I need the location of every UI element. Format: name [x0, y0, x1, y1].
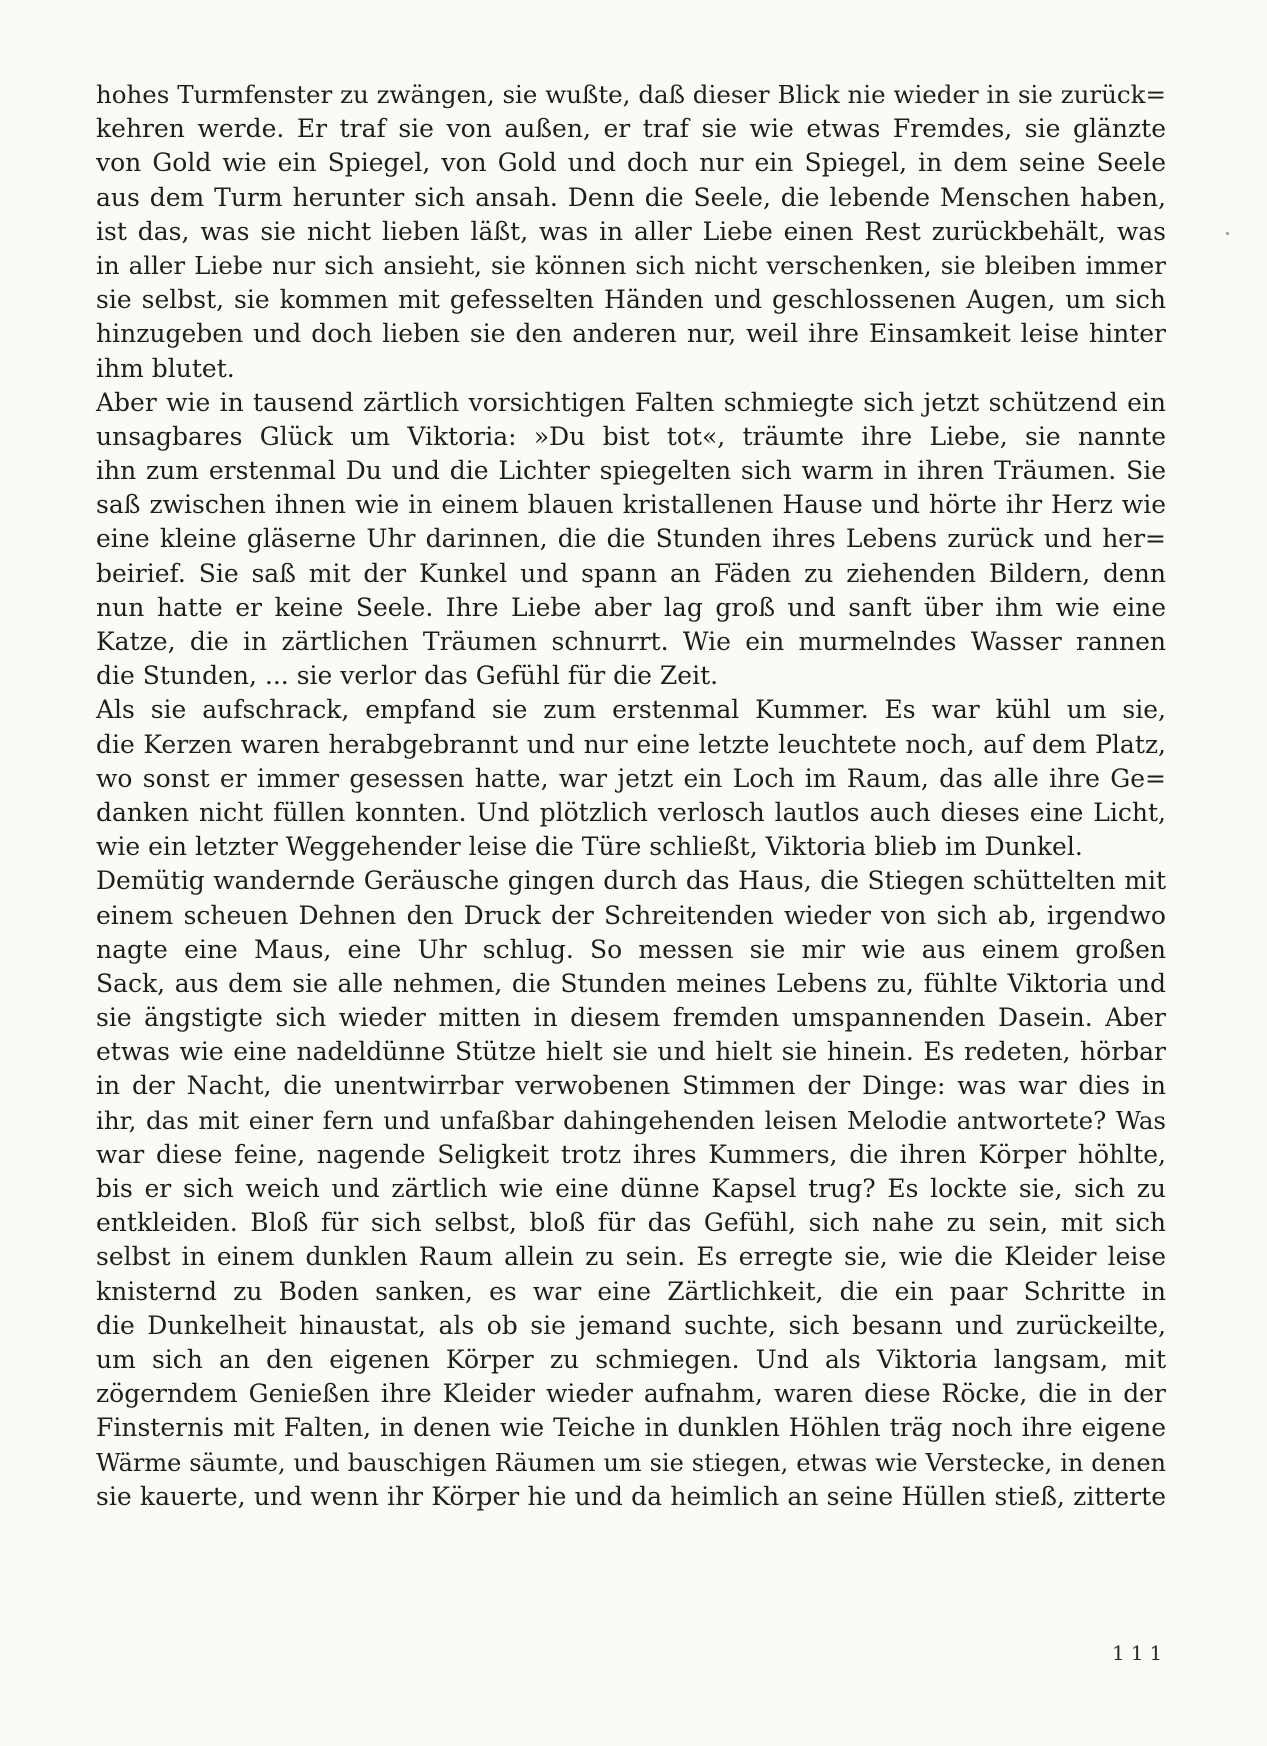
- text-line: Finsternis mit Falten, in denen wie Teiche in dunklen Höhlen träg noch ihre eigene: [96, 1413, 1166, 1443]
- paragraph-end-line: die Stunden, ... sie verlor das Gefühl für die Zeit.: [96, 661, 719, 691]
- text-line: hinzugeben und doch lieben sie den anderen nur, weil ihre Einsamkeit leise hinter: [96, 319, 1166, 349]
- paragraph-end-line: wie ein letzter Weggehender leise die Türe schließt, Viktoria blieb im Dunkel.: [96, 832, 1083, 862]
- text-line: die Dunkelheit hinaustat, als ob sie jemand suchte, sich besann und zurückeilte,: [96, 1310, 1166, 1340]
- page-number: 111: [1112, 1641, 1169, 1665]
- text-line: saß zwischen ihnen wie in einem blauen kristallenen Hause und hörte ihr Herz wie: [96, 490, 1166, 520]
- text-line: Katze, die in zärtlichen Träumen schnurrt. Wie ein murmelndes Wasser rannen: [96, 627, 1166, 656]
- text-line: Aber wie in tausend zärtlich vorsichtigen Falten schmiegte sich jetzt schützend ein: [96, 387, 1166, 417]
- text-line: kehren werde. Er traf sie von außen, er traf sie wie etwas Fremdes, sie glänzte: [96, 114, 1166, 144]
- text-line: nagte eine Maus, eine Uhr schlug. So messen sie mir wie aus einem großen: [96, 934, 1166, 964]
- text-line: selbst in einem dunklen Raum allein zu sein. Es erregte sie, wie die Kleider leise: [96, 1242, 1166, 1272]
- text-line: danken nicht füllen konnten. Und plötzlich verlosch lautlos auch dieses eine Licht,: [96, 797, 1166, 827]
- text-line: war diese feine, nagende Seligkeit trotz ihres Kummers, die ihren Körper höhlte,: [96, 1139, 1166, 1169]
- text-line: Wärme säumte, und bauschigen Räumen um sie stiegen, etwas wie Verstecke, in denen: [96, 1448, 1166, 1477]
- text-line: Sack, aus dem sie alle nehmen, die Stunden meines Lebens zu, fühlte Viktoria und: [96, 968, 1166, 998]
- paragraph-end-line: ihm blutet.: [96, 353, 235, 383]
- text-line: sie ängstigte sich wieder mitten in diesem fremden umspannenden Dasein. Aber: [96, 1003, 1166, 1033]
- text-line: hohes Turmfenster zu zwängen, sie wußte, daß dieser Blick nie wieder in sie zurück=: [96, 80, 1166, 109]
- text-line: Als sie aufschrack, empfand sie zum erstenmal Kummer. Es war kühl um sie,: [96, 695, 1166, 725]
- text-line: aus dem Turm herunter sich ansah. Denn die Seele, die lebende Menschen haben,: [96, 182, 1166, 212]
- text-line: ihn zum erstenmal Du und die Lichter spiegelten sich warm in ihren Träumen. Sie: [96, 456, 1166, 486]
- text-line: um sich an den eigenen Körper zu schmiegen. Und als Viktoria langsam, mit: [96, 1344, 1166, 1374]
- text-line: von Gold wie ein Spiegel, von Gold und doch nur ein Spiegel, in dem seine Seele: [96, 148, 1166, 178]
- text-line: beirief. Sie saß mit der Kunkel und spann an Fäden zu ziehenden Bildern, denn: [96, 558, 1166, 588]
- text-line: Demütig wandernde Geräusche gingen durch das Haus, die Stiegen schüttelten mit: [96, 866, 1166, 896]
- body-text: [96, 78, 1166, 1514]
- text-line: ihr, das mit einer fern und unfaßbar dahingehenden leisen Melodie antwortete? Was: [96, 1105, 1166, 1135]
- text-line: knisternd zu Boden sanken, es war eine Zärtlichkeit, die ein paar Schritte in: [96, 1276, 1166, 1306]
- text-line: eine kleine gläserne Uhr darinnen, die die Stunden ihres Lebens zurück und her=: [96, 524, 1166, 554]
- text-line: entkleiden. Bloß für sich selbst, bloß für das Gefühl, sich nahe zu sein, mit sich: [96, 1208, 1166, 1238]
- text-line: sie selbst, sie kommen mit gefesselten Händen und geschlossenen Augen, um sich: [96, 285, 1166, 315]
- text-line: wo sonst er immer gesessen hatte, war jetzt ein Loch im Raum, das alle ihre Ge=: [96, 763, 1166, 793]
- text-line: ist das, was sie nicht lieben läßt, was in aller Liebe einen Rest zurückbehält, was: [96, 216, 1166, 246]
- text-line: zögerndem Genießen ihre Kleider wieder aufnahm, waren diese Röcke, die in der: [96, 1379, 1166, 1409]
- text-line: sie kauerte, und wenn ihr Körper hie und da heimlich an seine Hüllen stieß, zitterte: [96, 1481, 1166, 1511]
- text-line: in aller Liebe nur sich ansieht, sie können sich nicht verschenken, sie bleiben immer: [96, 250, 1166, 280]
- text-line: einem scheuen Dehnen den Druck der Schreitenden wieder von sich ab, irgendwo: [96, 900, 1166, 930]
- paper-speck: [1226, 232, 1229, 235]
- text-line: in der Nacht, die unentwirrbar verwobenen Stimmen der Dinge: was war dies in: [96, 1071, 1166, 1101]
- text-line: bis er sich weich und zärtlich wie eine dünne Kapsel trug? Es lockte sie, sich zu: [96, 1174, 1166, 1203]
- text-line: nun hatte er keine Seele. Ihre Liebe aber lag groß und sanft über ihm wie eine: [96, 592, 1166, 622]
- text-line: etwas wie eine nadeldünne Stütze hielt sie und hielt sie hinein. Es redeten, hörbar: [96, 1037, 1166, 1067]
- text-line: die Kerzen waren herabgebrannt und nur eine letzte leuchtete noch, auf dem Platz,: [96, 729, 1166, 759]
- text-line: unsagbares Glück um Viktoria: »Du bist tot«, träumte ihre Liebe, sie nannte: [96, 421, 1166, 451]
